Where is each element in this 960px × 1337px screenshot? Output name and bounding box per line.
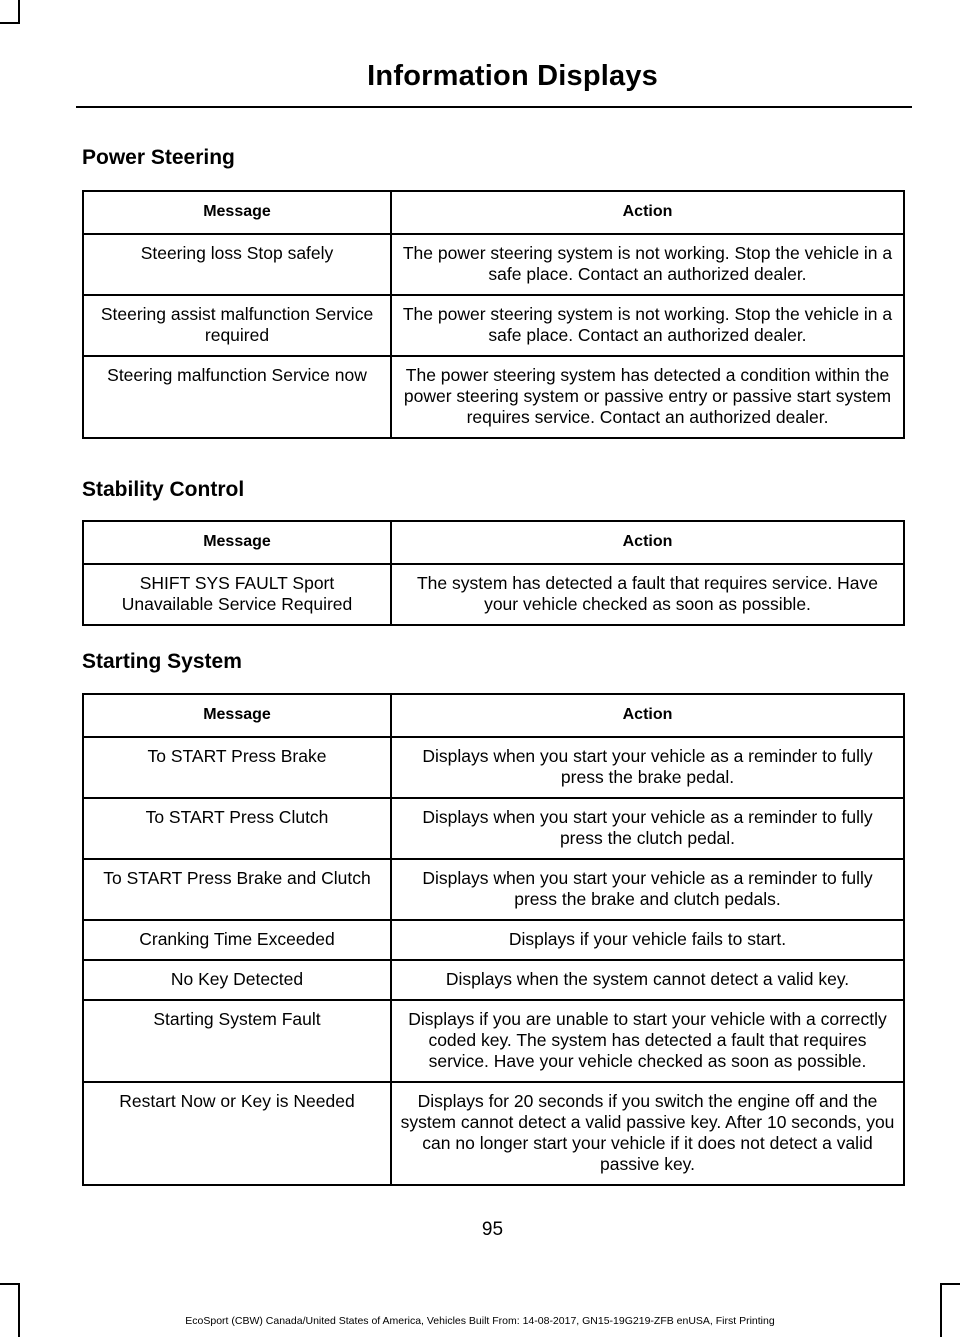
- table-header-row: [83, 521, 904, 564]
- message-cell: Steering assist malfunction Service required: [83, 295, 391, 356]
- section-title-starting-system: Starting System: [82, 650, 242, 673]
- message-cell: To START Press Clutch: [83, 798, 391, 859]
- table-row: [83, 920, 904, 960]
- message-cell: Starting System Fault: [83, 1000, 391, 1082]
- table-row: [83, 356, 904, 438]
- column-header-action: Action: [391, 191, 904, 234]
- message-cell: Cranking Time Exceeded: [83, 920, 391, 960]
- action-cell: The power steering system is not working. Stop the vehicle in a safe place. Contact an authorized dealer.: [391, 295, 904, 356]
- table-row: [83, 1082, 904, 1185]
- message-cell: No Key Detected: [83, 960, 391, 1000]
- table-row: [83, 737, 904, 798]
- message-cell: SHIFT SYS FAULT Sport Unavailable Service Required: [83, 564, 391, 625]
- table-header-row: [83, 191, 904, 234]
- crop-mark-top-left: [18, 0, 20, 24]
- action-cell: The power steering system has detected a condition within the power steering system or passive entry or passive start system requires service. Contact an authorized dealer.: [391, 356, 904, 438]
- table-row: [83, 798, 904, 859]
- crop-mark-top-left-h: [0, 22, 20, 24]
- action-cell: The system has detected a fault that requires service. Have your vehicle checked as soon as possible.: [391, 564, 904, 625]
- table-header-row: [83, 694, 904, 737]
- table-row: [83, 234, 904, 295]
- section-title-power-steering: Power Steering: [82, 146, 235, 169]
- message-cell: To START Press Brake and Clutch: [83, 859, 391, 920]
- crop-mark-bottom-right-h: [940, 1283, 960, 1285]
- message-cell: Steering loss Stop safely: [83, 234, 391, 295]
- message-cell: To START Press Brake: [83, 737, 391, 798]
- column-header-message: Message: [83, 191, 391, 234]
- action-cell: The power steering system is not working. Stop the vehicle in a safe place. Contact an authorized dealer.: [391, 234, 904, 295]
- crop-mark-bottom-left: [18, 1285, 20, 1337]
- page-header-title: Information Displays: [367, 60, 658, 92]
- table-row: [83, 564, 904, 625]
- power-steering-table: [82, 190, 905, 439]
- stability-control-table: [82, 520, 905, 626]
- crop-mark-bottom-left-h: [0, 1283, 20, 1285]
- message-cell: Steering malfunction Service now: [83, 356, 391, 438]
- action-cell: Displays if you are unable to start your vehicle with a correctly coded key. The system has detected a fault that requires service. Have your vehicle checked as soon as possible.: [391, 1000, 904, 1082]
- action-cell: Displays when you start your vehicle as a reminder to fully press the brake pedal.: [391, 737, 904, 798]
- column-header-message: Message: [83, 694, 391, 737]
- page-number: 95: [481, 1219, 504, 1240]
- section-title-stability-control: Stability Control: [82, 478, 245, 501]
- action-cell: Displays if your vehicle fails to start.: [391, 920, 904, 960]
- action-cell: Displays when you start your vehicle as a reminder to fully press the clutch pedal.: [391, 798, 904, 859]
- table-row: [83, 1000, 904, 1082]
- document-footer: EcoSport (CBW) Canada/United States of America, Vehicles Built From: 14-08-2017, GN15-19G219-ZFB enUSA, First Printing: [185, 1315, 775, 1327]
- table-row: [83, 859, 904, 920]
- action-cell: Displays for 20 seconds if you switch the engine off and the system cannot detect a valid passive key. After 10 seconds, you can no longer start your vehicle if it does not detect a valid passive key.: [391, 1082, 904, 1185]
- crop-mark-bottom-right: [940, 1285, 942, 1337]
- header-divider: [76, 106, 912, 108]
- column-header-message: Message: [83, 521, 391, 564]
- column-header-action: Action: [391, 521, 904, 564]
- table-row: [83, 295, 904, 356]
- action-cell: Displays when you start your vehicle as a reminder to fully press the brake and clutch pedals.: [391, 859, 904, 920]
- table-row: [83, 960, 904, 1000]
- starting-system-table: [82, 693, 905, 1186]
- message-cell: Restart Now or Key is Needed: [83, 1082, 391, 1185]
- action-cell: Displays when the system cannot detect a valid key.: [391, 960, 904, 1000]
- column-header-action: Action: [391, 694, 904, 737]
